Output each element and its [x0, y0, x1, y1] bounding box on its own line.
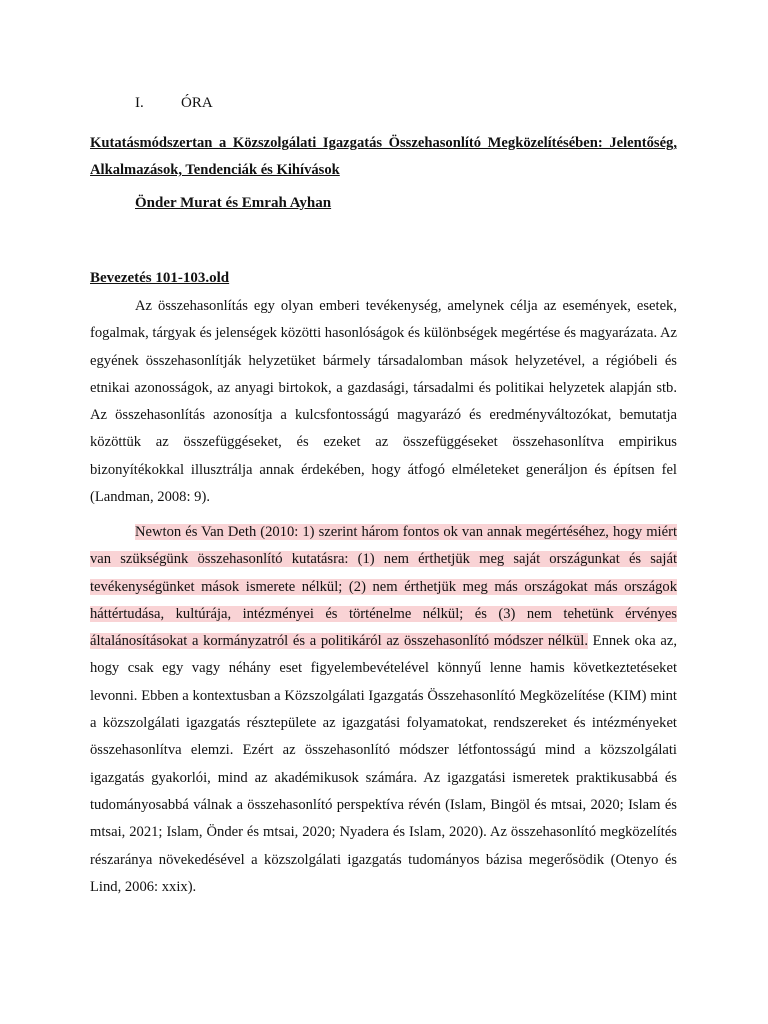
paragraph-introduction [90, 293, 677, 511]
paragraph-text: Ennek oka az, hogy csak egy vagy néhány eset figyelembevételével könnyű lenne hamis következtetéseket levonni. Ebben a kontextusban a Közszolgálati Igazgatás Összehasonlító Megközelítése (KIM) mint a közszolgálati igazgatás résztерülete az igazgatási folyamatokat, rendszereket és intézményeket összehasonlítva elemzi. Ezért az összehasonlító módszer létfontosságú mind a közszolgálati igazgatás gyakorlói, mind az akadémikusok számára. Az igazgatási ismeretek praktikusabbá és tudományosabbá válnak a összehasonlító perspektíva révén (Islam, Bingöl és mtsai, 2020; Islam és mtsai, 2021; Islam, Önder és mtsai, 2020; Nyadera és Islam, 2020). Az összehasonlító megközelítés részaránya növekedésével a közszolgálati igazgatás tudományos bázisa megerősödik (Otenyo és Lind, 2006: xxix). [90, 633, 677, 895]
authors-line: Önder Murat és Emrah Ayhan [135, 195, 332, 211]
document-title: Kutatásmódszertan a Közszolgálati Igazgatás Összehasonlító Megközelítésében: Jelentőség, Alkalmazások, Tendenciák és Kihívások [90, 135, 677, 178]
paragraph-reasons [90, 519, 677, 901]
section-heading: Bevezetés 101-103.old [90, 270, 230, 286]
paragraph-text: Az összehasonlítás egy olyan emberi tevékenység, amelynek célja az események, esetek, fogalmak, tárgyak és jelenségek közötti hasonlóságok és különbségek megértése és magyarázata. Az egyének összehasonlítják helyzetüket bármely társadalomban mások helyzetével, a régióbeli és etnikai azonosságok, az anyagi birtokok, a gazdasági, társadalmi és politikai helyzetek alapján stb. Az összehasonlítás azonosítja a kulcsfontosságú magyarázó és eredményváltozókat, bemutatja közöttük az összefüggéseket, és ezeket az összefüggéseket összehasonlítva empirikus bizonyítékokkal illusztrálja annak érdekében, hogy átfogó elméleteket generáljon és építsen fel (Landman, 2008: 9). [90, 298, 677, 506]
chapter-number: I. [135, 95, 144, 111]
chapter-heading [135, 93, 213, 113]
chapter-word: ÓRA [181, 95, 213, 111]
highlighted-text[interactable]: Newton és Van Deth (2010: 1) szerint három fontos ok van annak megértéséhez, hogy miért van szükségünk összehasonlító kutatásra: (1) nem érthetjük meg saját országunkat és saját tevékenységünket mások ismerete nélkül; (2) nem érthetjük meg más országokat más országok háttértudása, kultúrája, intézményei és történelme nélkül; és (3) nem tehetünk érvényes általánosításokat a kormányzatról és a politikáról az összehasonlító módszer nélkül. [90, 524, 677, 650]
